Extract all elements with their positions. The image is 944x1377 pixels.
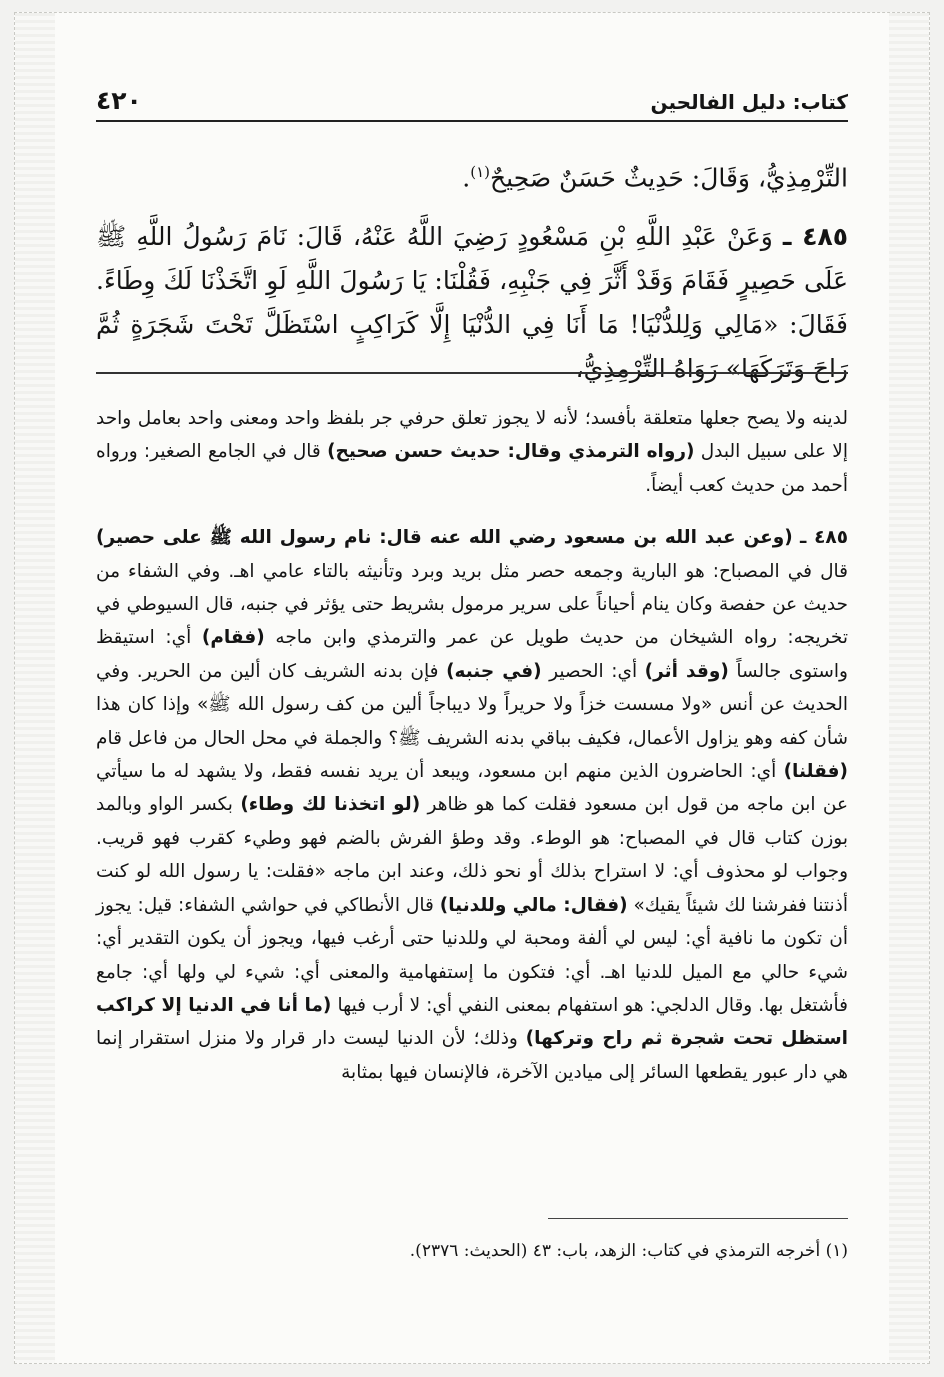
- sharh-paragraph-1: [96, 402, 848, 502]
- hadith-485-matn: [96, 215, 848, 391]
- sharh-bold-quote: (في جنبه): [446, 660, 542, 682]
- sharh-hadith-number: ٤٨٥ ـ: [799, 527, 848, 549]
- sharh-text: أي: استيقظ واستوى جالساً: [96, 627, 848, 682]
- sharh-bold-quote: (فقام): [201, 627, 265, 649]
- sharh-text: قال الأنطاكي في حواشي الشفاء: قيل: يجوز أن تكون ما نافية أي: ليس لي ألفة ومحبة لي وللدنيا حتى أرغب فيها، ويجوز أن يكون التقدير أي: شيء حالي مع الميل للدنيا اهـ. أي: فتكون ما إستفهامية والمعنى أي: شيء لي ولها أي: جامع فأشتغل بها. وقال الدلجي: هو استفهام بمعنى النفي أي: لا أرب فيها: [96, 894, 848, 1016]
- sharh-commentary: [96, 402, 848, 1089]
- book-title: كتاب: دليل الفالحين: [650, 90, 848, 114]
- running-header: [96, 84, 848, 122]
- matn-line-end: .: [462, 163, 471, 193]
- footnote-divider: [548, 1218, 848, 1219]
- hadith-text: وَعَنْ عَبْدِ اللَّهِ بْنِ مَسْعُودٍ رَضِيَ اللَّهُ عَنْهُ، قَالَ: نَامَ رَسُولُ اللَّهِ ﷺ عَلَى حَصِيرٍ فَقَامَ وَقَدْ أَثَّرَ فِي جَنْبِهِ، فَقُلْنَا: يَا رَسُولَ اللَّهِ لَوِ اتَّخَذْنَا لَكَ وِطَاءً. فَقَالَ: «مَالِي وَلِلدُّنْيَا! مَا أَنَا فِي الدُّنْيَا إِلَّا كَرَاكِبٍ اسْتَظَلَّ تَحْتَ شَجَرَةٍ ثُمَّ رَاحَ وَتَرَكَهَا» رَوَاهُ التِّرْمِذِيُّ،: [96, 222, 848, 383]
- matn-continuation: [96, 150, 848, 200]
- hadith-number: ٤٨٥ ـ: [782, 222, 848, 251]
- sharh-bold-quote: (فقلنا): [783, 761, 848, 783]
- sharh-text: قال في الجامع الصغير: ورواه أحمد من حديث كعب أيضاً.: [96, 441, 848, 496]
- sharh-text: فإن بدنه الشريف كان ألين من الحرير. وفي الحديث عن أنس «ولا مسست خزاً ولا حريراً ولا ديباجاً ألين من كف رسول الله ﷺ» وإذا كان هذا شأن كفه وهو يزاول الأعمال، فكيف بباقي بدنه الشريف ﷺ؟ والجملة في محل الحال من فاعل قام: [96, 660, 848, 749]
- footnote-ref[interactable]: (١): [470, 163, 491, 181]
- sharh-text: وذلك؛ لأن الدنيا ليست دار قرار ولا منزل استقرار إنما هي دار عبور يقطعها السائر إلى ميادين الآخرة، فالإنسان فيها بمثابة: [96, 1028, 848, 1083]
- sharh-text: أي: الحاضرون الذين منهم ابن مسعود، ويبعد أن يريد نفسه فقط، ولا يشهد له ما سيأتي عن ابن ماجه من قول ابن مسعود فقلت كما هو ظاهر: [96, 761, 849, 816]
- sharh-text: أي: الحصير: [549, 660, 638, 682]
- sharh-text: لدينه ولا يصح جعلها متعلقة بأفسد؛ لأنه لا يجوز تعلق حرفي جر بلفظ واحد ومعنى واحد بعامل واحد إلا على سبيل البدل: [96, 408, 848, 463]
- sharh-bold-quote: (وقد أثر): [644, 660, 729, 682]
- sharh-bold-quote: (وعن عبد الله بن مسعود رضي الله عنه قال: نام رسول الله ﷺ على حصير): [96, 527, 793, 549]
- sharh-bold-quote: (لو اتخذنا لك وطاء): [240, 794, 421, 816]
- sharh-bold-quote: (فقال: مالي وللدنيا): [439, 894, 628, 916]
- sharh-paragraph-2: [96, 521, 848, 1089]
- page-number: ٤٢٠: [96, 86, 142, 115]
- matn-sharh-divider: [96, 372, 848, 374]
- footnote: [96, 1236, 848, 1266]
- matn-line-text: التِّرْمِذِيُّ، وَقَالَ: حَدِيثٌ حَسَنٌ صَحِيحٌ: [490, 163, 848, 193]
- sharh-text: بكسر الواو وبالمد بوزن كتاب قال في المصباح: هو الوطء. وقد وطؤ الفرش بالضم فهو وطيء كقرب فهو قريب. وجواب لو محذوف أي: لا استراح بذلك أو نحو ذلك، وعند ابن ماجه «فقلت: يا رسول الله لو كنت أذنتنا ففرشنا لك شيئاً يقيك»: [96, 794, 848, 916]
- sharh-bold-quote: (ما أنا في الدنيا إلا كراكب استظل تحت شجرة ثم راح وتركها): [96, 994, 848, 1050]
- sharh-bold-quote: (رواه الترمذي وقال: حديث حسن صحيح): [327, 441, 695, 463]
- sharh-text: قال في المصباح: هو البارية وجمعه حصر مثل بريد وبرد وتأنيثه بالتاء عامي اهـ. وفي الشفاء من حديث عن حفصة وكان ينام أحياناً على سرير مرمول بشريط حتى يؤثر في جنبه، قال السيوطي في تخريجه: رواه الشيخان من حديث طويل عن عمر والترمذي وابن ماجه: [96, 560, 848, 649]
- footnote-text: (١) أخرجه الترمذي في كتاب: الزهد، باب: ٤٣ (الحديث: ٢٣٧٦).: [409, 1241, 848, 1261]
